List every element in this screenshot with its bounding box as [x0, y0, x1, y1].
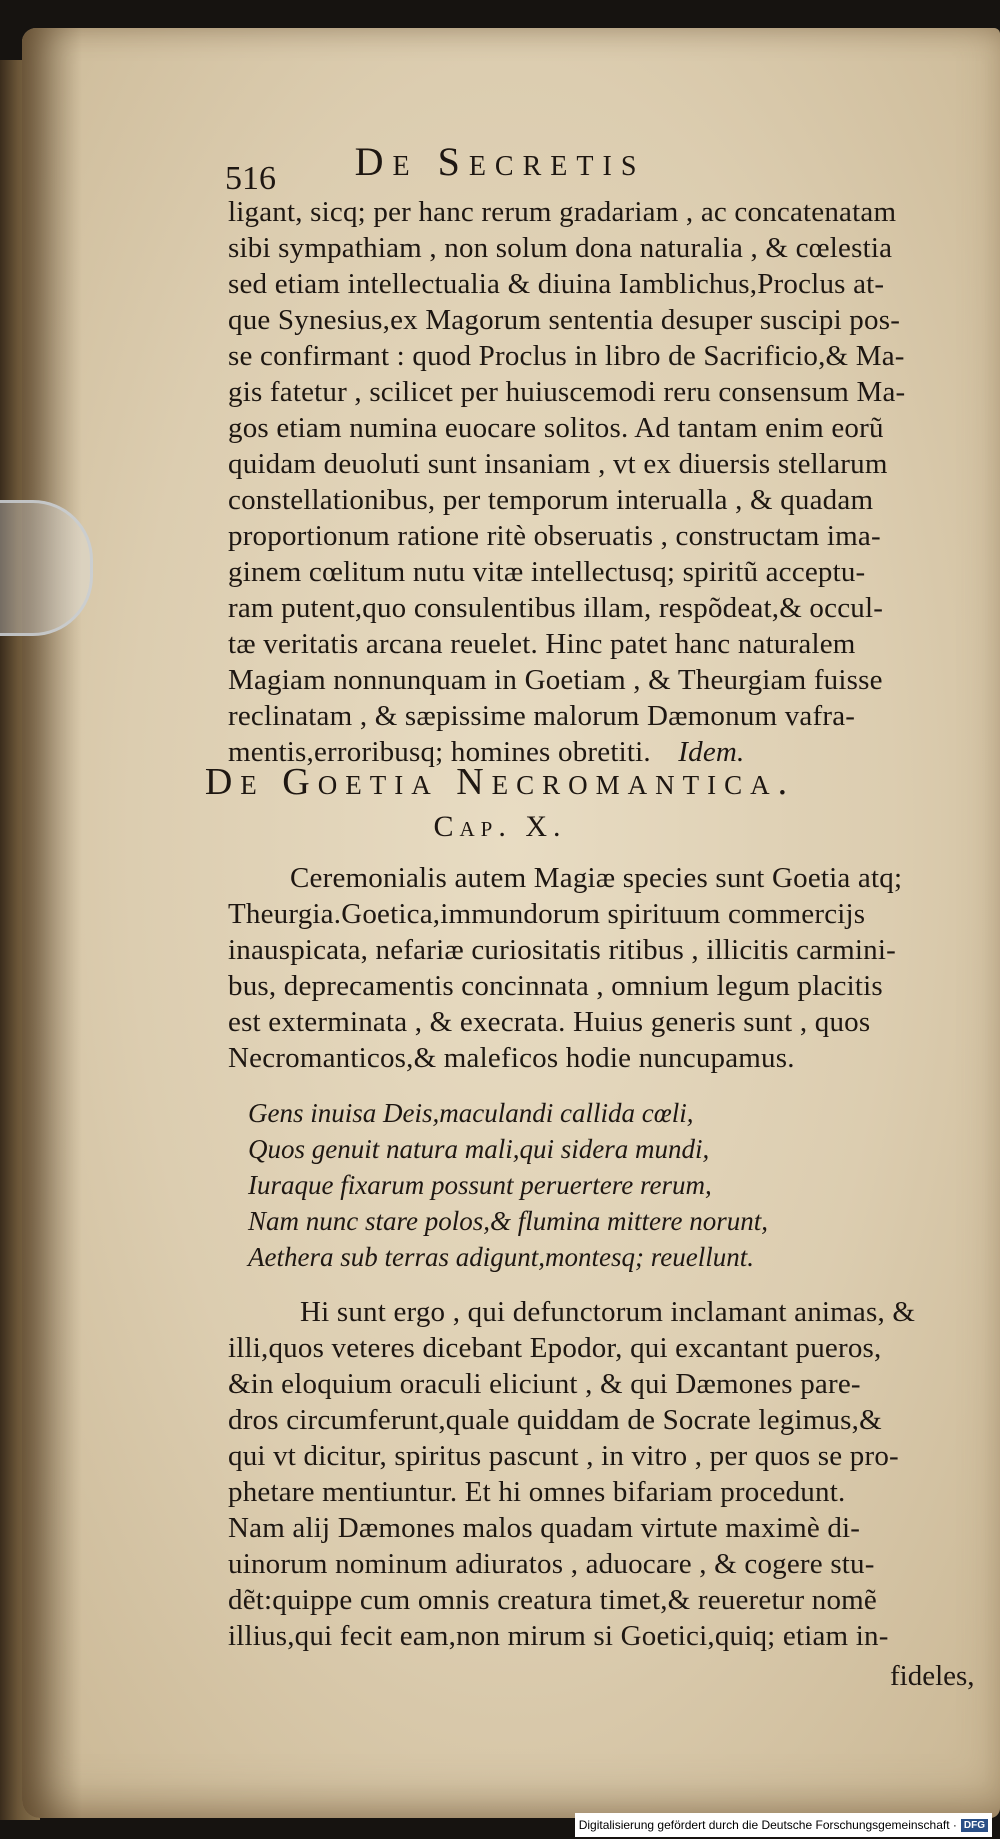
text-line: quidam deuoluti sunt insaniam , vt ex diuersis stellarum: [228, 448, 888, 480]
text-line: gos etiam numina euocare solitos. Ad tantam enim eorũ: [228, 412, 884, 444]
running-head: De Secretis: [354, 139, 646, 184]
dfg-logo: DFG: [961, 1819, 988, 1832]
text-line: proportionum ratione ritè obseruatis , constructam ima-: [228, 520, 881, 552]
text-line: dẽt:quippe cum omnis creatura timet,& reueretur nomẽ: [228, 1584, 877, 1616]
text-line: se confirmant : quod Proclus in libro de Sacrificio,& Ma-: [228, 340, 905, 372]
text-line: qui vt dicitur, spiritus pascunt , in vitro , per quos se pro-: [228, 1440, 899, 1472]
text-line: Hi sunt ergo , qui defunctorum inclamant animas, &: [300, 1296, 916, 1328]
page-fold-shadow: [22, 28, 82, 1818]
text-line: constellationibus, per temporum interualla , & quadam: [228, 484, 874, 516]
text-line: uinorum nominum adiuratos , aduocare , & cogere stu-: [228, 1548, 875, 1580]
text-line: reclinatam , & sæpissime malorum Dæmonum vafra-: [228, 700, 856, 732]
text-line: &in eloquium oraculi eliciunt , & qui Dæmones pare-: [228, 1368, 861, 1400]
text-line: sibi sympathiam , non solum dona naturalia , & cœlestia: [228, 232, 893, 264]
digitization-credit: [575, 1813, 992, 1837]
text-line: sed etiam intellectualia & diuina Iamblichus,Proclus at-: [228, 268, 885, 300]
chapter-number: Cap. X.: [433, 810, 567, 843]
text-line: Theurgia.Goetica,immundorum spirituum commercijs: [228, 898, 866, 930]
verse-line: Gens inuisa Deis,maculandi callida cœli,: [248, 1098, 694, 1128]
text-line-content: mentis,erroribusq; homines obretiti.: [228, 736, 651, 768]
catchword: fideles,: [890, 1660, 975, 1692]
text-line: est exterminata , & execrata. Huius generis sunt , quos: [228, 1006, 871, 1038]
source-tag: Idem.: [678, 736, 745, 768]
text-line: bus, deprecamentis concinnata , omnium legum placitis: [228, 970, 883, 1002]
text-line: Ceremonialis autem Magiæ species sunt Goetia atq;: [290, 862, 903, 894]
text-line: phetare mentiuntur. Et hi omnes bifariam procedunt.: [228, 1476, 846, 1508]
text-line: illi,quos veteres dicebant Epodor, qui excantant pueros,: [228, 1332, 882, 1364]
verse-line: Quos genuit natura mali,qui sidera mundi,: [248, 1134, 710, 1164]
verse-line: Nam nunc stare polos,& flumina mittere norunt,: [248, 1206, 768, 1236]
text-line: ram putent,quo consulentibus illam, respõdeat,& occul-: [228, 592, 884, 624]
text-line: dros circumferunt,quale quiddam de Socrate legimus,&: [228, 1404, 882, 1436]
text-line: Nam alij Dæmones malos quadam virtute maximè di-: [228, 1512, 861, 1544]
text-line: que Synesius,ex Magorum sententia desuper suscipi pos-: [228, 304, 901, 336]
verse-line: Iuraque fixarum possunt peruertere rerum,: [248, 1170, 712, 1200]
text-line: tæ veritatis arcana reuelet. Hinc patet hanc naturalem: [228, 628, 856, 660]
chapter-heading: De Goetia Necromantica.: [204, 761, 796, 803]
page-number: 516: [225, 160, 276, 197]
text-line: inauspicata, nefariæ curiositatis ritibus , illicitis carmini-: [228, 934, 896, 966]
text-line: Necromanticos,& maleficos hodie nuncupamus.: [228, 1042, 795, 1074]
text-line: ginem cœlitum nutu vitæ intellectusq; spiritũ acceptu-: [228, 556, 866, 588]
text-line: ligant, sicq; per hanc rerum gradariam , ac concatenatam: [228, 196, 897, 228]
text-line: Magiam nonnunquam in Goetiam , & Theurgiam fuisse: [228, 664, 883, 696]
credit-text: Digitalisierung gefördert durch die Deutsche Forschungsgemeinschaft ·: [578, 1818, 957, 1832]
verse-line: Aethera sub terras adigunt,montesq; reuellunt.: [248, 1242, 754, 1272]
text-line: gis fatetur , scilicet per huiuscemodi reru consensum Ma-: [228, 376, 906, 408]
text-line: illius,qui fecit eam,non mirum si Goetici,quiq; etiam in-: [228, 1620, 889, 1652]
